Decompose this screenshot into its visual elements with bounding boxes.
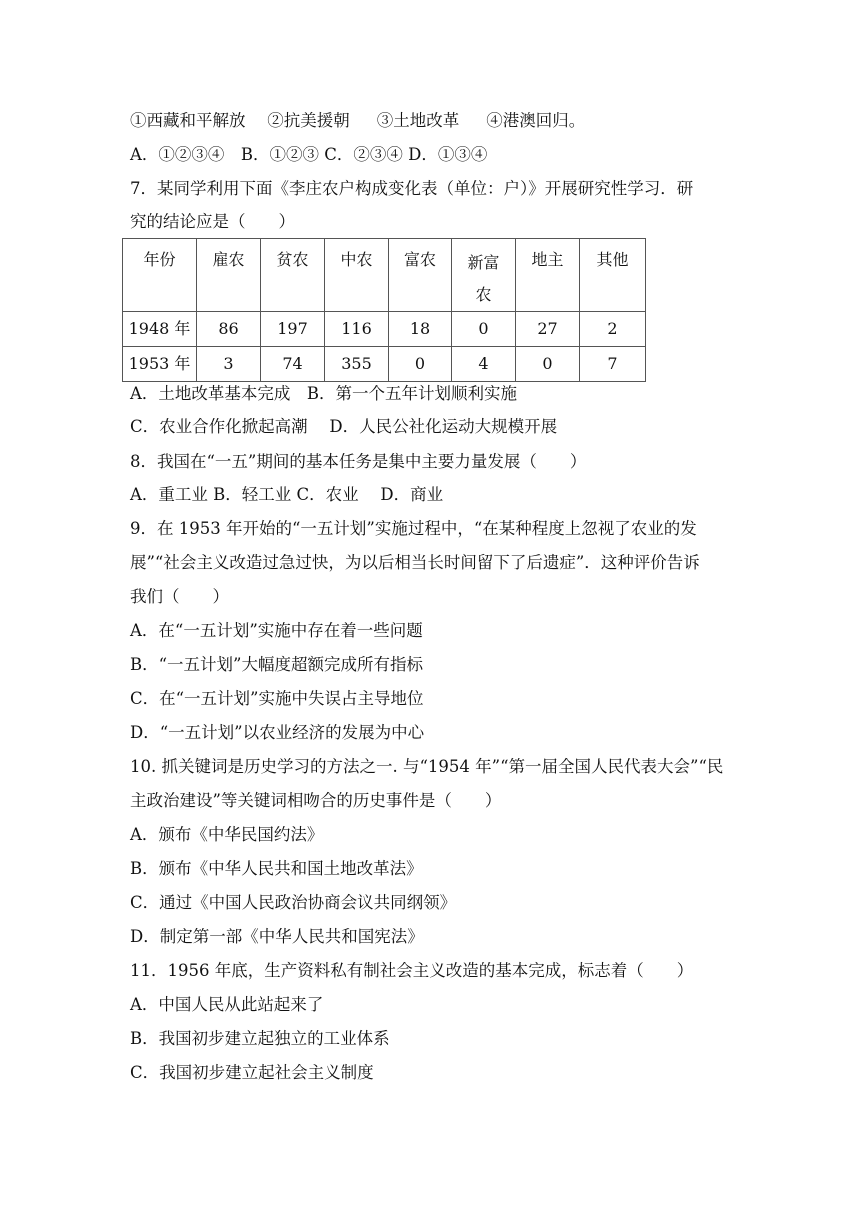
table-cell: 116 [325, 312, 389, 347]
question-9-stem-line-3: 我们（ ） [130, 587, 229, 606]
farm-household-table [122, 238, 646, 382]
table-header-cell: 雇农 [197, 239, 261, 312]
table-header-cell: 贫农 [261, 239, 325, 312]
question-7-option-a-b: A．土地改革基本完成 B．第一个五年计划顺利实施 [130, 384, 518, 403]
question-8-choices: A．重工业 B．轻工业 C．农业 D．商业 [130, 485, 444, 504]
question-10-option-b: B．颁布《中华人民共和国土地改革法》 [130, 859, 423, 878]
table-header-cell: 年份 [123, 239, 197, 312]
table-cell: 355 [325, 347, 389, 382]
table-cell: 27 [516, 312, 580, 347]
table-cell: 7 [580, 347, 646, 382]
table-cell: 4 [452, 347, 516, 382]
question-9-stem-line-2: 展”“社会主义改造过急过快，为以后相当长时间留下了后遗症”．这种评价告诉 [130, 553, 700, 572]
question-11-option-c: C．我国初步建立起社会主义制度 [130, 1063, 374, 1082]
table-cell: 18 [389, 312, 452, 347]
question-7-stem-line-2: 究的结论应是（ ） [130, 212, 295, 231]
question-6-options-list: ①西藏和平解放 ②抗美援朝 ③土地改革 ④港澳回归。 [130, 111, 586, 130]
question-10-option-c: C．通过《中国人民政治协商会议共同纲领》 [130, 893, 457, 912]
table-cell: 197 [261, 312, 325, 347]
question-10-stem-line-1: 10. 抓关键词是历史学习的方法之一. 与“1954 年”“第一届全国人民代表大会”“民 [130, 757, 724, 776]
question-10-option-d: D．制定第一部《中华人民共和国宪法》 [130, 927, 424, 946]
table-cell: 1953 年 [123, 347, 197, 382]
question-9-option-a: A．在“一五计划”实施中存在着一些问题 [130, 621, 423, 640]
question-9-option-d: D．“一五计划”以农业经济的发展为中心 [130, 723, 425, 742]
table-cell: 86 [197, 312, 261, 347]
question-9-stem-line-1: 9．在 1953 年开始的“一五计划”实施过程中，“在某种程度上忽视了农业的发 [130, 519, 697, 538]
table-cell: 0 [452, 312, 516, 347]
table-cell: 3 [197, 347, 261, 382]
table-cell: 2 [580, 312, 646, 347]
question-9-option-c: C．在“一五计划”实施中失误占主导地位 [130, 689, 424, 708]
table-row [123, 347, 646, 382]
table-cell: 0 [516, 347, 580, 382]
question-11-option-b: B．我国初步建立起独立的工业体系 [130, 1029, 390, 1048]
question-10-stem-line-2: 主政治建设”等关键词相吻合的历史事件是（ ） [130, 791, 502, 810]
table-cell: 1948 年 [123, 312, 197, 347]
question-11-option-a: A．中国人民从此站起来了 [130, 995, 324, 1014]
table-header-cell: 其他 [580, 239, 646, 312]
question-11-stem: 11．1956 年底，生产资料私有制社会主义改造的基本完成，标志着（ ） [130, 961, 694, 980]
table-cell: 74 [261, 347, 325, 382]
question-10-option-a: A．颁布《中华民国约法》 [130, 825, 324, 844]
question-7-option-c-d: C．农业合作化掀起高潮 D．人民公社化运动大规模开展 [130, 417, 558, 436]
table-header-cell: 中农 [325, 239, 389, 312]
question-9-option-b: B．“一五计划”大幅度超额完成所有指标 [130, 655, 423, 674]
table-cell: 0 [389, 347, 452, 382]
table-header-row [123, 239, 646, 312]
table-header-cell: 富农 [389, 239, 452, 312]
question-7-stem-line-1: 7．某同学利用下面《李庄农户构成变化表（单位：户）》开展研究性学习．研 [130, 179, 694, 198]
question-6-choices: A．①②③④ B．①②③ C．②③④ D．①③④ [130, 145, 488, 164]
table-header-cell [452, 239, 516, 312]
question-8-stem: 8．我国在“一五”期间的基本任务是集中主要力量发展（ ） [130, 452, 587, 471]
table-header-cell-text: 新富农 [467, 253, 500, 304]
table-row [123, 312, 646, 347]
table-header-cell: 地主 [516, 239, 580, 312]
